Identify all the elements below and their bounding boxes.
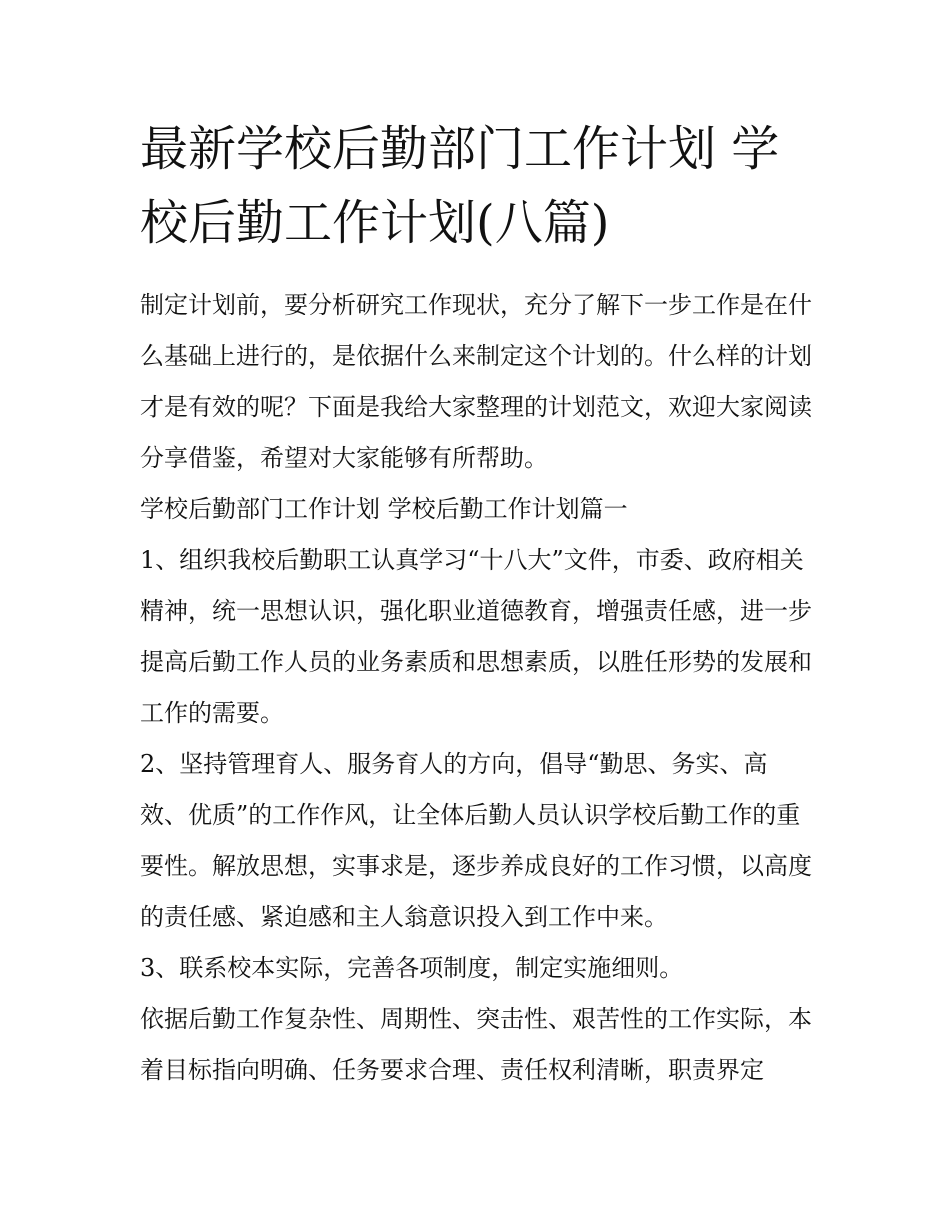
- body-paragraph: 依据后勤工作复杂性、周期性、突击性、艰苦性的工作实际，本着目标指向明确、任务要求合理、责任权利清晰，职责界定: [140, 1005, 812, 1084]
- document-page: [140, 112, 815, 1096]
- item-paragraph-1: 1、组织我校后勤职工认真学习“十八大”文件，市委、政府相关精神，统一思想认识，强化职业道德教育，增强责任感，进一步提高后勤工作人员的业务素质和思想素质，以胜任形势的发展和工作的需要。: [140, 546, 812, 727]
- document-title: 最新学校后勤部门工作计划 学校后勤工作计划(八篇): [140, 121, 780, 251]
- section-heading: 学校后勤部门工作计划 学校后勤工作计划篇一: [140, 495, 628, 523]
- item-paragraph-3: 3、联系校本实际，完善各项制度，制定实施细则。: [140, 954, 684, 982]
- intro-paragraph: 制定计划前，要分析研究工作现状，充分了解下一步工作是在什么基础上进行的，是依据什么来制定这个计划的。什么样的计划才是有效的呢？下面是我给大家整理的计划范文，欢迎大家阅读分享借鉴，希望对大家能够有所帮助。: [140, 291, 812, 472]
- item-paragraph-2: 2、坚持管理育人、服务育人的方向，倡导“勤思、务实、高效、优质”的工作作风，让全体后勤人员认识学校后勤工作的重要性。解放思想，实事求是，逐步养成良好的工作习惯，以高度的责任感、紧迫感和主人翁意识投入到工作中来。: [140, 750, 812, 931]
